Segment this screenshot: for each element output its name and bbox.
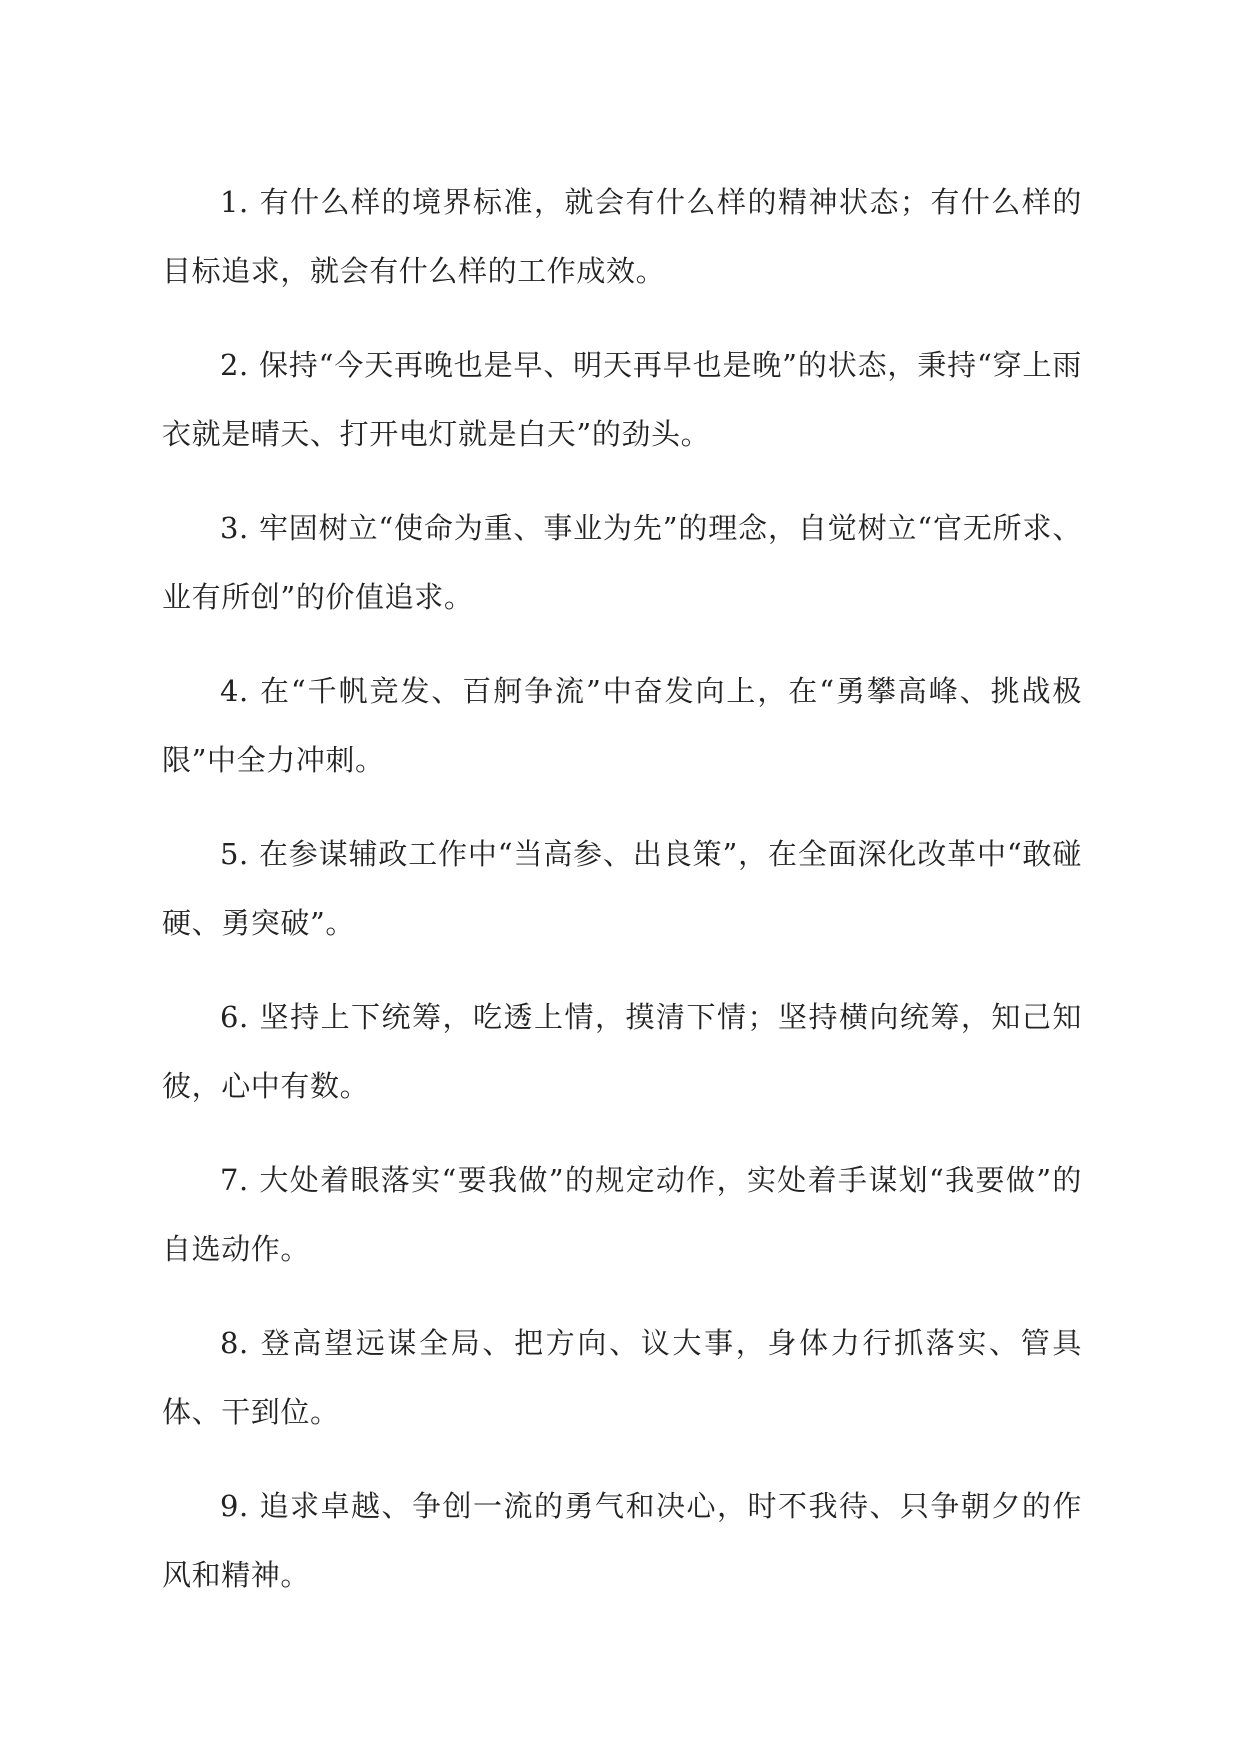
paragraph-1: 1. 有什么样的境界标准，就会有什么样的精神状态；有什么样的目标追求，就会有什么样的工作成效。 [162, 185, 1082, 288]
paragraph-3: 3. 牢固树立“使命为重、事业为先”的理念，自觉树立“官无所求、业有所创”的价值追求。 [162, 511, 1082, 614]
paragraph-8: 8. 登高望远谋全局、把方向、议大事，身体力行抓落实、管具体、干到位。 [162, 1326, 1082, 1429]
paragraph-6: 6. 坚持上下统筹，吃透上情，摸清下情；坚持横向统筹，知己知彼，心中有数。 [162, 1000, 1082, 1103]
paragraph-4: 4. 在“千帆竞发、百舸争流”中奋发向上，在“勇攀高峰、挑战极限”中全力冲刺。 [162, 674, 1082, 777]
paragraph-5: 5. 在参谋辅政工作中“当高参、出良策”，在全面深化改革中“敢碰硬、勇突破”。 [162, 837, 1082, 940]
paragraph-9: 9. 追求卓越、争创一流的勇气和决心，时不我待、只争朝夕的作风和精神。 [162, 1489, 1082, 1592]
paragraph-2: 2. 保持“今天再晚也是早、明天再早也是晚”的状态，秉持“穿上雨衣就是晴天、打开电灯就是白天”的劲头。 [162, 348, 1082, 451]
paragraph-7: 7. 大处着眼落实“要我做”的规定动作，实处着手谋划“我要做”的自选动作。 [162, 1163, 1082, 1266]
document-body [162, 168, 1082, 1635]
